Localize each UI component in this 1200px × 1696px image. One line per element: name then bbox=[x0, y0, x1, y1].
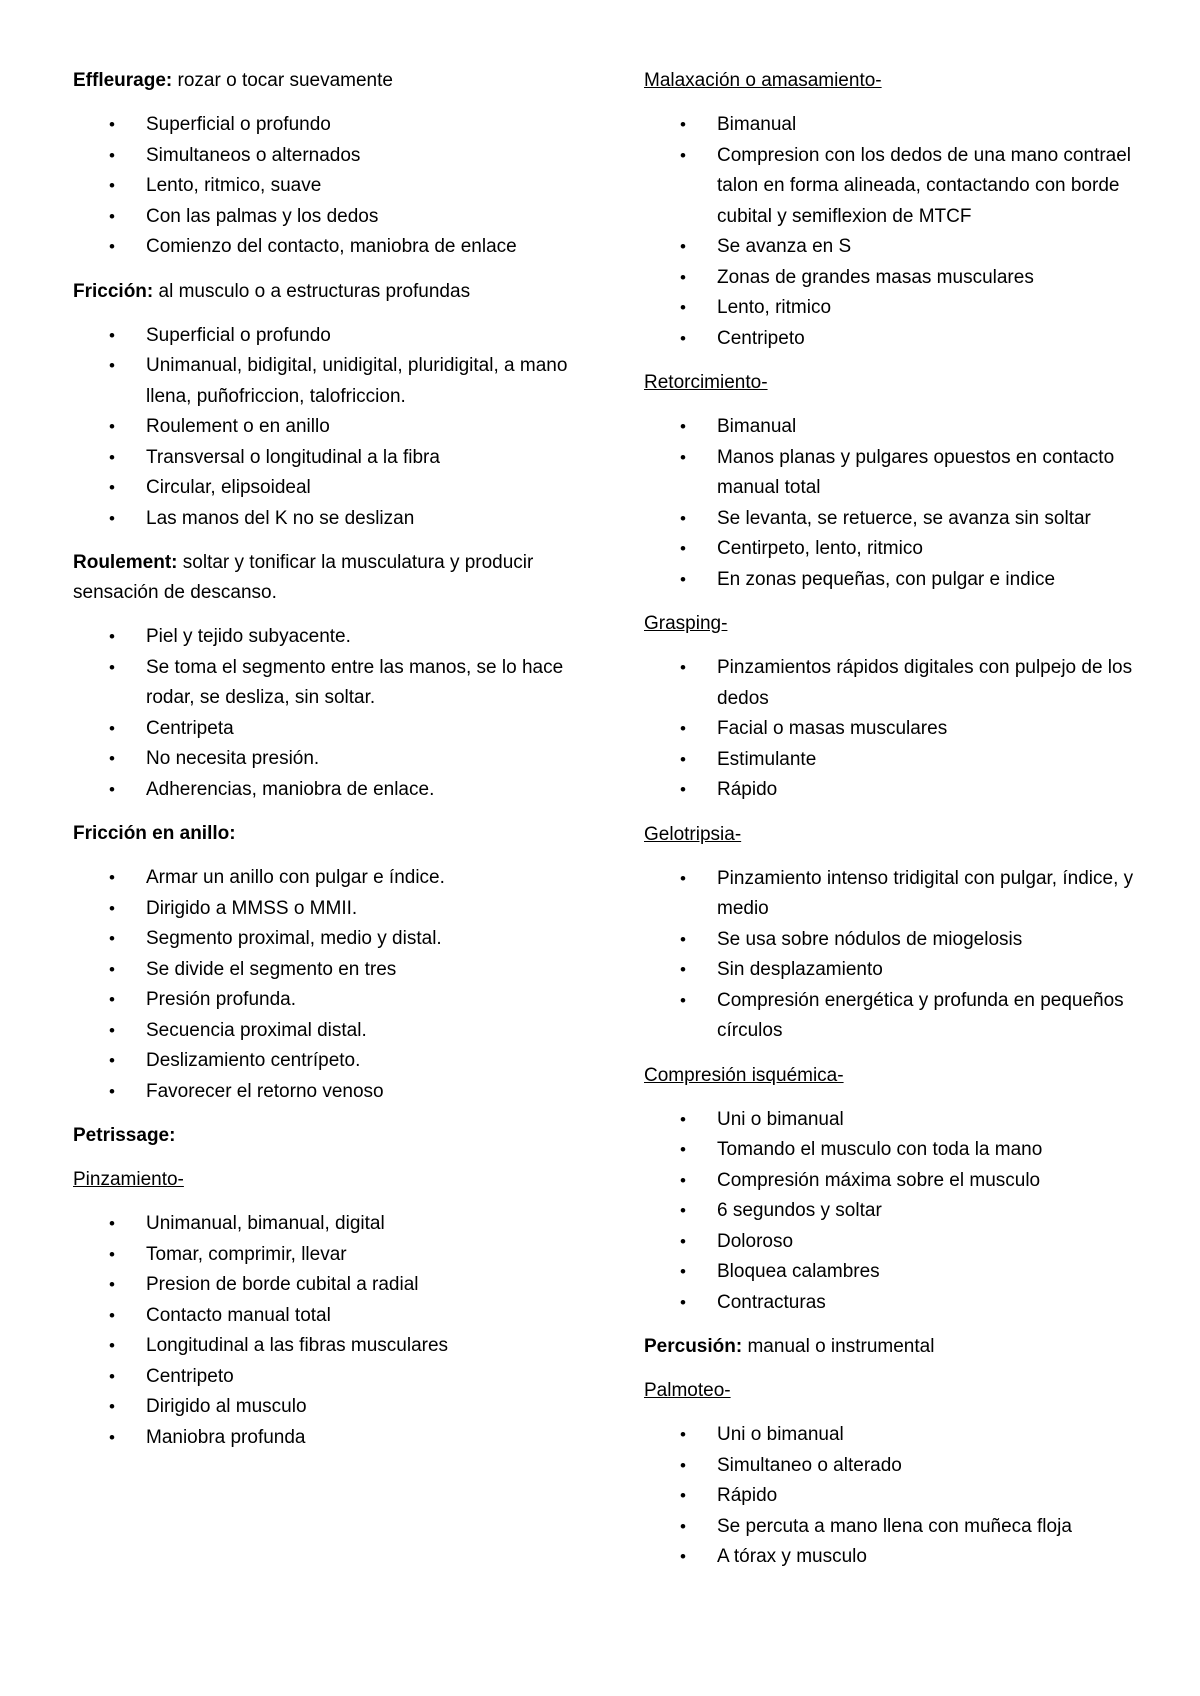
section-heading bbox=[73, 819, 593, 849]
section-petrissage bbox=[73, 1121, 593, 1151]
bullet-icon: • bbox=[109, 779, 115, 799]
section-percusion bbox=[644, 1332, 1144, 1362]
bullet-icon: • bbox=[109, 447, 115, 467]
list-item-text: Se percuta a mano llena con muñeca floja bbox=[717, 1515, 1072, 1537]
bullet-icon: • bbox=[680, 929, 686, 949]
list-item bbox=[73, 1209, 593, 1240]
list-item-text: Compresion con los dedos de una mano contrael talon en forma alineada, contactando con borde cubital y semiflexion de MTCF bbox=[717, 144, 1132, 227]
bullet-icon: • bbox=[109, 1305, 115, 1325]
list-item bbox=[644, 293, 1144, 324]
list-item bbox=[73, 1301, 593, 1332]
list-item bbox=[644, 1227, 1144, 1258]
section-heading bbox=[73, 548, 593, 608]
bullet-icon: • bbox=[680, 868, 686, 888]
list-item bbox=[73, 653, 593, 714]
section-pinzamiento bbox=[73, 1165, 593, 1453]
bullet-icon: • bbox=[680, 1201, 686, 1220]
section-term: Grasping- bbox=[644, 613, 728, 634]
bullet-icon: • bbox=[680, 569, 686, 589]
list-item-text: Presión profunda. bbox=[146, 989, 296, 1010]
list-item-text: En zonas pequeñas, con pulgar e indice bbox=[717, 568, 1056, 590]
list-item bbox=[644, 653, 1144, 714]
list-item-text: Presion de borde cubital a radial bbox=[146, 1274, 419, 1295]
list-item bbox=[644, 714, 1144, 745]
section-term: Fricción en anillo: bbox=[73, 823, 236, 844]
list-item bbox=[644, 1288, 1144, 1319]
list-item-text: Bimanual bbox=[717, 114, 797, 135]
bullet-icon: • bbox=[109, 206, 115, 226]
list-item bbox=[644, 565, 1144, 596]
bullet-list bbox=[644, 1420, 1144, 1573]
bullet-icon: • bbox=[109, 1244, 115, 1264]
bullet-icon: • bbox=[109, 356, 115, 375]
right-column bbox=[644, 66, 1144, 1587]
list-item bbox=[644, 986, 1144, 1047]
section-effleurage bbox=[73, 66, 593, 263]
list-item bbox=[73, 775, 593, 806]
section-heading bbox=[73, 277, 593, 307]
list-item bbox=[644, 412, 1144, 443]
list-item-text: A tórax y musculo bbox=[717, 1546, 867, 1567]
list-item bbox=[644, 1105, 1144, 1136]
list-item bbox=[644, 925, 1144, 956]
section-heading bbox=[644, 1376, 1144, 1406]
section-term: Retorcimiento- bbox=[644, 372, 768, 393]
bullet-list bbox=[73, 321, 593, 535]
list-item bbox=[73, 1016, 593, 1047]
list-item bbox=[73, 473, 593, 504]
section-malaxacion bbox=[644, 66, 1144, 354]
bullet-icon: • bbox=[109, 1051, 115, 1070]
list-item bbox=[644, 864, 1144, 925]
list-item-text: Manos planas y pulgares opuestos en contacto manual total bbox=[717, 446, 1115, 498]
bullet-icon: • bbox=[680, 658, 686, 677]
bullet-icon: • bbox=[109, 1366, 115, 1386]
bullet-icon: • bbox=[680, 1140, 686, 1159]
list-item-text: Dirigido a MMSS o MMII. bbox=[146, 897, 358, 919]
section-heading bbox=[644, 1061, 1144, 1091]
bullet-icon: • bbox=[109, 749, 115, 768]
list-item bbox=[73, 744, 593, 775]
bullet-icon: • bbox=[680, 115, 686, 134]
list-item-text: Contracturas bbox=[717, 1291, 826, 1313]
list-item-text: Compresión máxima sobre el musculo bbox=[717, 1169, 1041, 1191]
section-gelotripsia bbox=[644, 820, 1144, 1047]
bullet-icon: • bbox=[109, 868, 115, 887]
list-item bbox=[73, 894, 593, 925]
bullet-icon: • bbox=[109, 325, 115, 345]
list-item-text: Segmento proximal, medio y distal. bbox=[146, 928, 442, 949]
section-heading bbox=[644, 368, 1144, 398]
list-item bbox=[73, 443, 593, 474]
bullet-icon: • bbox=[680, 237, 686, 256]
bullet-icon: • bbox=[109, 1020, 115, 1040]
section-description: soltar y tonificar la musculatura y producir sensación de descanso. bbox=[73, 552, 534, 603]
bullet-icon: • bbox=[109, 718, 115, 738]
list-item bbox=[644, 1420, 1144, 1451]
section-term: Pinzamiento- bbox=[73, 1169, 184, 1190]
section-term: Roulement: bbox=[73, 552, 178, 573]
list-item bbox=[644, 232, 1144, 263]
bullet-icon: • bbox=[680, 1170, 686, 1190]
bullet-icon: • bbox=[680, 508, 686, 528]
list-item-text: Pinzamiento intenso tridigital con pulgar, índice, y medio bbox=[717, 867, 1134, 919]
list-item bbox=[644, 1257, 1144, 1288]
bullet-list bbox=[73, 110, 593, 263]
list-item-text: Se levanta, se retuerce, se avanza sin soltar bbox=[717, 507, 1091, 529]
list-item bbox=[73, 171, 593, 202]
bullet-icon: • bbox=[109, 929, 115, 948]
bullet-icon: • bbox=[680, 1109, 686, 1129]
section-term: Malaxación o amasamiento- bbox=[644, 70, 882, 91]
bullet-icon: • bbox=[680, 417, 686, 436]
bullet-icon: • bbox=[680, 960, 686, 979]
list-item bbox=[73, 504, 593, 535]
section-heading bbox=[73, 1165, 593, 1195]
bullet-icon: • bbox=[680, 1292, 686, 1312]
list-item-text: Zonas de grandes masas musculares bbox=[717, 266, 1034, 288]
bullet-icon: • bbox=[109, 898, 115, 918]
bullet-icon: • bbox=[109, 1214, 115, 1233]
bullet-icon: • bbox=[680, 719, 686, 738]
list-item bbox=[644, 1166, 1144, 1197]
list-item-text: Uni o bimanual bbox=[717, 1108, 844, 1130]
list-item bbox=[73, 1270, 593, 1301]
bullet-icon: • bbox=[680, 539, 686, 558]
list-item-text: Simultaneo o alterado bbox=[717, 1454, 902, 1476]
list-item bbox=[73, 1077, 593, 1108]
section-heading bbox=[644, 66, 1144, 96]
section-compresion-isquemica bbox=[644, 1061, 1144, 1319]
section-term: Percusión: bbox=[644, 1336, 743, 1357]
list-item-text: Con las palmas y los dedos bbox=[146, 205, 379, 227]
section-description: rozar o tocar suevamente bbox=[172, 70, 393, 91]
list-item bbox=[73, 863, 593, 894]
list-item-text: Se avanza en S bbox=[717, 236, 852, 257]
bullet-list bbox=[73, 622, 593, 805]
bullet-icon: • bbox=[680, 1231, 686, 1251]
section-description: al musculo o a estructuras profundas bbox=[153, 280, 471, 302]
list-item-text: Bimanual bbox=[717, 416, 797, 437]
list-item bbox=[73, 924, 593, 955]
bullet-icon: • bbox=[109, 1397, 115, 1416]
list-item-text: Centripeto bbox=[717, 327, 805, 349]
list-item bbox=[73, 955, 593, 986]
list-item bbox=[73, 412, 593, 443]
list-item-text: Superficial o profundo bbox=[146, 114, 331, 135]
bullet-icon: • bbox=[680, 328, 686, 348]
list-item bbox=[644, 1451, 1144, 1482]
list-item-text: Secuencia proximal distal. bbox=[146, 1019, 367, 1041]
bullet-icon: • bbox=[109, 1336, 115, 1355]
list-item-text: Centripeta bbox=[146, 717, 234, 739]
list-item-text: Sin desplazamiento bbox=[717, 959, 883, 980]
list-item bbox=[644, 1512, 1144, 1543]
bullet-icon: • bbox=[680, 990, 686, 1010]
list-item-text: Adherencias, maniobra de enlace. bbox=[146, 778, 435, 800]
list-item-text: Tomar, comprimir, llevar bbox=[146, 1243, 347, 1265]
list-item bbox=[73, 351, 593, 412]
list-item-text: Rápido bbox=[717, 1485, 778, 1506]
list-item-text: Centirpeto, lento, ritmico bbox=[717, 538, 923, 559]
section-heading bbox=[644, 609, 1144, 639]
list-item bbox=[644, 1542, 1144, 1573]
list-item-text: Armar un anillo con pulgar e índice. bbox=[146, 867, 445, 888]
list-item bbox=[73, 1423, 593, 1454]
bullet-icon: • bbox=[109, 990, 115, 1009]
list-item bbox=[644, 1481, 1144, 1512]
list-item bbox=[644, 443, 1144, 504]
list-item-text: Doloroso bbox=[717, 1230, 794, 1252]
section-term: Effleurage: bbox=[73, 70, 173, 91]
bullet-icon: • bbox=[680, 1516, 686, 1536]
list-item-text: Transversal o longitudinal a la fibra bbox=[146, 446, 440, 468]
bullet-list bbox=[644, 110, 1144, 354]
list-item bbox=[73, 1331, 593, 1362]
section-term: Gelotripsia- bbox=[644, 823, 742, 845]
section-retorcimiento bbox=[644, 368, 1144, 595]
bullet-icon: • bbox=[109, 627, 115, 646]
list-item-text: Deslizamiento centrípeto. bbox=[146, 1050, 361, 1071]
list-item-text: Se toma el segmento entre las manos, se lo hace rodar, se desliza, sin soltar. bbox=[146, 656, 564, 708]
section-term: Compresión isquémica- bbox=[644, 1064, 844, 1086]
list-item-text: No necesita presión. bbox=[146, 748, 320, 769]
list-item bbox=[73, 985, 593, 1016]
bullet-list bbox=[644, 412, 1144, 595]
section-heading bbox=[73, 1121, 593, 1151]
bullet-icon: • bbox=[109, 508, 115, 528]
bullet-list bbox=[644, 1105, 1144, 1319]
list-item bbox=[73, 622, 593, 653]
list-item-text: Se usa sobre nódulos de miogelosis bbox=[717, 928, 1023, 950]
list-item-text: Comienzo del contacto, maniobra de enlace bbox=[146, 236, 517, 257]
list-item-text: Piel y tejido subyacente. bbox=[146, 626, 351, 647]
bullet-icon: • bbox=[109, 657, 115, 677]
list-item-text: Uni o bimanual bbox=[717, 1424, 844, 1445]
bullet-icon: • bbox=[680, 298, 686, 317]
list-item-text: Simultaneos o alternados bbox=[146, 144, 361, 166]
list-item bbox=[644, 534, 1144, 565]
bullet-icon: • bbox=[109, 1427, 115, 1447]
list-item bbox=[73, 232, 593, 263]
list-item bbox=[73, 1362, 593, 1393]
list-item-text: Favorecer el retorno venoso bbox=[146, 1080, 384, 1102]
list-item-text: Unimanual, bidigital, unidigital, pluridigital, a mano llena, puñofriccion, talofriccion. bbox=[146, 355, 568, 407]
bullet-icon: • bbox=[109, 1081, 115, 1101]
bullet-icon: • bbox=[109, 417, 115, 436]
section-description: manual o instrumental bbox=[742, 1336, 935, 1357]
bullet-icon: • bbox=[680, 1262, 686, 1281]
list-item bbox=[73, 1240, 593, 1271]
bullet-icon: • bbox=[680, 1425, 686, 1444]
list-item-text: Pinzamientos rápidos digitales con pulpejo de los dedos bbox=[717, 657, 1133, 709]
section-palmoteo bbox=[644, 1376, 1144, 1573]
list-item-text: 6 segundos y soltar bbox=[717, 1200, 882, 1221]
list-item bbox=[644, 1135, 1144, 1166]
list-item bbox=[73, 202, 593, 233]
list-item bbox=[644, 504, 1144, 535]
bullet-icon: • bbox=[680, 749, 686, 769]
bullet-list bbox=[73, 1209, 593, 1453]
list-item-text: Longitudinal a las fibras musculares bbox=[146, 1335, 449, 1356]
list-item bbox=[73, 1046, 593, 1077]
list-item-text: Maniobra profunda bbox=[146, 1426, 306, 1448]
bullet-icon: • bbox=[109, 959, 115, 979]
list-item-text: Contacto manual total bbox=[146, 1304, 331, 1326]
list-item bbox=[644, 141, 1144, 233]
list-item-text: Circular, elipsoideal bbox=[146, 477, 311, 498]
bullet-icon: • bbox=[680, 145, 686, 165]
section-friccion bbox=[73, 277, 593, 535]
bullet-icon: • bbox=[680, 1547, 686, 1566]
bullet-list bbox=[73, 863, 593, 1107]
bullet-icon: • bbox=[109, 145, 115, 165]
bullet-icon: • bbox=[109, 115, 115, 134]
bullet-icon: • bbox=[109, 1275, 115, 1294]
section-heading bbox=[644, 1332, 1144, 1362]
list-item bbox=[73, 110, 593, 141]
list-item-text: Unimanual, bimanual, digital bbox=[146, 1213, 385, 1234]
list-item bbox=[73, 714, 593, 745]
section-roulement bbox=[73, 548, 593, 805]
list-item-text: Lento, ritmico bbox=[717, 297, 832, 318]
list-item bbox=[73, 1392, 593, 1423]
section-grasping bbox=[644, 609, 1144, 806]
section-term: Petrissage: bbox=[73, 1125, 176, 1146]
list-item bbox=[644, 1196, 1144, 1227]
bullet-icon: • bbox=[680, 267, 686, 287]
bullet-icon: • bbox=[109, 176, 115, 195]
section-term: Fricción: bbox=[73, 280, 154, 302]
list-item bbox=[644, 955, 1144, 986]
list-item bbox=[644, 775, 1144, 806]
list-item-text: Centripeto bbox=[146, 1365, 234, 1387]
list-item-text: Lento, ritmico, suave bbox=[146, 175, 322, 196]
list-item-text: Superficial o profundo bbox=[146, 324, 331, 346]
list-item-text: Estimulante bbox=[717, 748, 817, 770]
list-item-text: Se divide el segmento en tres bbox=[146, 958, 397, 980]
section-friccion-anillo bbox=[73, 819, 593, 1107]
bullet-icon: • bbox=[680, 1455, 686, 1475]
list-item bbox=[644, 110, 1144, 141]
section-heading bbox=[73, 66, 593, 96]
list-item bbox=[644, 263, 1144, 294]
bullet-list bbox=[644, 653, 1144, 806]
bullet-icon: • bbox=[680, 780, 686, 799]
left-column bbox=[73, 66, 593, 1467]
bullet-icon: • bbox=[109, 237, 115, 256]
list-item-text: Compresión energética y profunda en pequeños círculos bbox=[717, 989, 1124, 1041]
list-item-text: Las manos del K no se deslizan bbox=[146, 507, 415, 529]
bullet-icon: • bbox=[680, 447, 686, 467]
list-item bbox=[644, 324, 1144, 355]
bullet-icon: • bbox=[680, 1486, 686, 1505]
list-item bbox=[644, 745, 1144, 776]
list-item-text: Dirigido al musculo bbox=[146, 1396, 307, 1417]
list-item-text: Roulement o en anillo bbox=[146, 416, 330, 437]
bullet-icon: • bbox=[109, 478, 115, 497]
section-term: Palmoteo- bbox=[644, 1380, 731, 1401]
bullet-list bbox=[644, 864, 1144, 1047]
list-item bbox=[73, 321, 593, 352]
section-heading bbox=[644, 820, 1144, 850]
list-item-text: Facial o masas musculares bbox=[717, 718, 948, 739]
list-item-text: Tomando el musculo con toda la mano bbox=[717, 1139, 1043, 1160]
list-item-text: Bloquea calambres bbox=[717, 1261, 880, 1282]
list-item-text: Rápido bbox=[717, 779, 778, 800]
list-item bbox=[73, 141, 593, 172]
